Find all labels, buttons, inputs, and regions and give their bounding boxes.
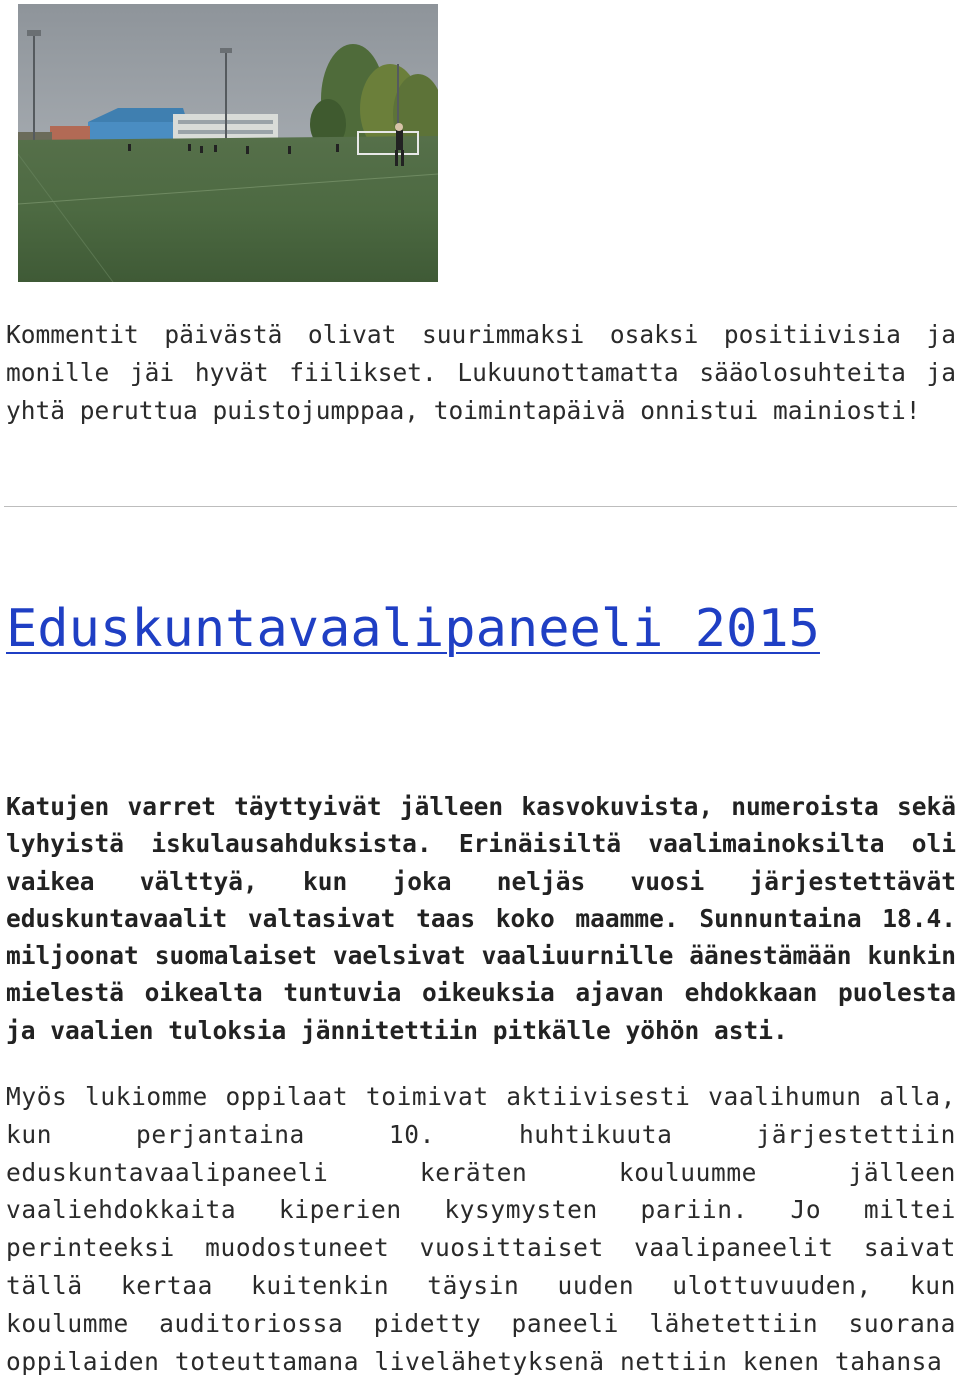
article-lead: Katujen varret täyttyivät jälleen kasvokuvista, numeroista sekä lyhyistä iskulausahduksista. Erinäisiltä vaalimainoksilta oli vaikea välttyä, kun joka neljäs vuosi järjestettävät eduskuntavaalit valtasivat taas koko maamme. Sunnuntaina 18.4. miljoonat suomalaiset vaelsivat vaaliuurnille äänestämään kunkin mielestä oikealta tuntuvia oikeuksia ajavan ehdokkaan puolesta ja vaalien tuloksia jännitettiin pitkälle yöhön asti. xyxy=(6,792,956,1045)
article-title xyxy=(6,594,820,664)
article-body: Myös lukiomme oppilaat toimivat aktiivisesti vaalihumun alla, kun perjantaina 10. huhtikuuta järjestettiin eduskuntavaalipaneeli keräten kouluumme jälleen vaaliehdokkaita kiperien kysymysten pariin. Jo miltei perinteeksi muodostuneet vuosittaiset vaalipaneelit saivat tällä kertaa kuitenkin täysin uuden ulottuvuuden, kun koulumme auditoriossa pidetty paneeli lähetettiin suorana oppilaiden toteuttamana livelähetyksenä nettiin kenen tahansa xyxy=(6,1082,956,1376)
sports-field-photo xyxy=(18,4,438,282)
intro-paragraph: Kommentit päivästä olivat suurimmaksi osaksi positiivisia ja monille jäi hyvät fiilikset. Lukuunottamatta sääolosuhteita ja yhtä peruttua puistojumppaa, toimintapäivä onnistui mainiosti! xyxy=(6,320,956,425)
section-divider xyxy=(4,506,957,507)
article-title-link[interactable]: Eduskuntavaalipaneeli 2015 xyxy=(6,599,820,659)
photo-illustration xyxy=(18,4,438,282)
